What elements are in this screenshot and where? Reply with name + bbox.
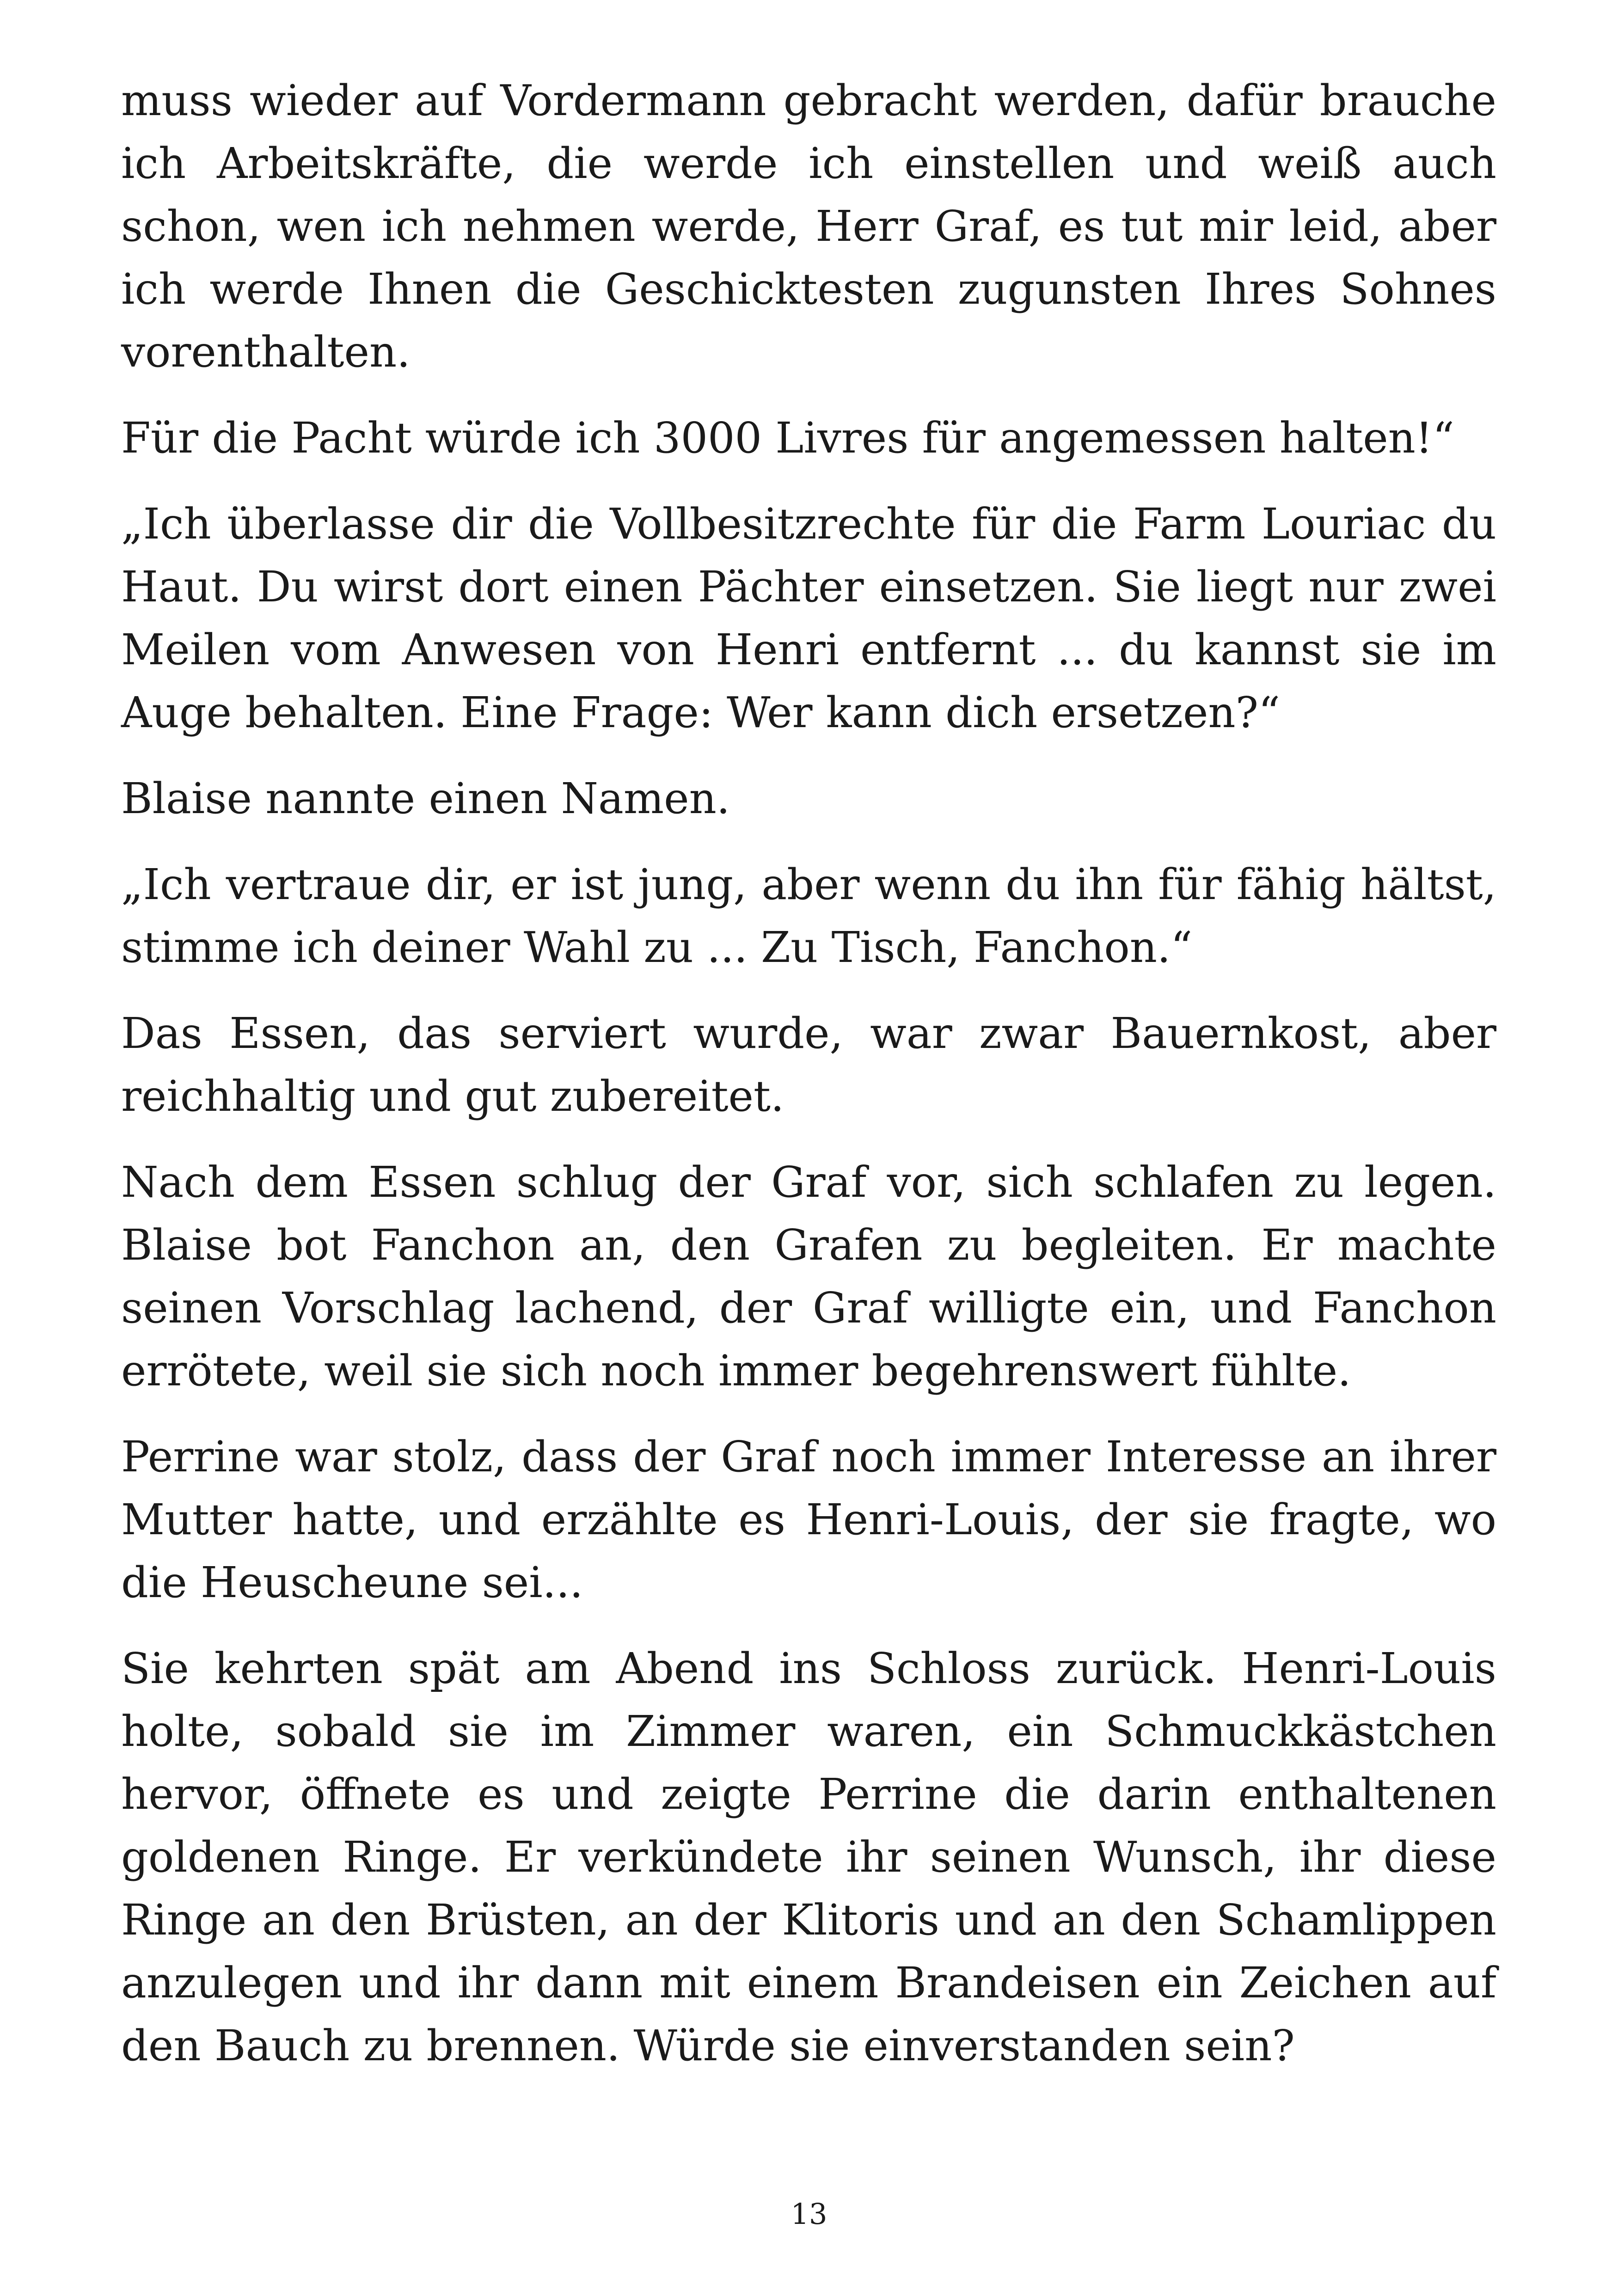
paragraph-1: muss wieder auf Vordermann gebracht werden, dafür brauche ich Arbeitskräfte, die werde ich einstellen und weiß auch schon, wen ich nehmen werde, Herr Graf, es tut mir leid, aber ich werde Ihnen die Geschicktesten zugunsten Ihres Sohnes vorenthalten. <box>121 76 1496 377</box>
paragraph-7: Nach dem Essen schlug der Graf vor, sich schlafen zu legen. Blaise bot Fanchon an, den Grafen zu begleiten. Er machte seinen Vorschlag lachend, der Graf willigte ein, und Fanchon errötete, weil sie sich noch immer begehrenswert fühlte. <box>121 1157 1496 1396</box>
paragraph-5: „Ich vertraue dir, er ist jung, aber wenn du ihn für fähig hältst, stimme ich deiner Wahl zu ... Zu Tisch, Fanchon.“ <box>121 860 1496 972</box>
page-body <box>121 69 1496 2077</box>
paragraph-2: Für die Pacht würde ich 3000 Livres für angemessen halten!“ <box>121 413 1454 463</box>
paragraph-3: „Ich überlasse dir die Vollbesitzrechte für die Farm Louriac du Haut. Du wirst dort einen Pächter einsetzen. Sie liegt nur zwei Meilen vom Anwesen von Henri entfernt ... du kannst sie im Auge behalten. Eine Frage: Wer kann dich ersetzen?“ <box>121 499 1496 737</box>
page-number: 13 <box>791 2197 827 2231</box>
paragraph-9: Sie kehrten spät am Abend ins Schloss zurück. Henri-Louis holte, sobald sie im Zimmer waren, ein Schmuckkästchen hervor, öffnete es und zeigte Perrine die darin enthaltenen goldenen Ringe. Er verkündete ihr seinen Wunsch, ihr diese Ringe an den Brüsten, an der Klitoris und an den Schamlippen anzulegen und ihr dann mit einem Brandeisen ein Zeichen auf den Bauch zu brennen. Würde sie einverstanden sein? <box>121 1644 1496 2070</box>
paragraph-4: Blaise nannte einen Namen. <box>121 774 730 823</box>
paragraph-8: Perrine war stolz, dass der Graf noch immer Interesse an ihrer Mutter hatte, und erzählte es Henri-Louis, der sie fragte, wo die Heuscheune sei... <box>121 1432 1496 1607</box>
paragraph-6: Das Essen, das serviert wurde, war zwar Bauernkost, aber reichhaltig und gut zubereitet. <box>121 1009 1496 1121</box>
